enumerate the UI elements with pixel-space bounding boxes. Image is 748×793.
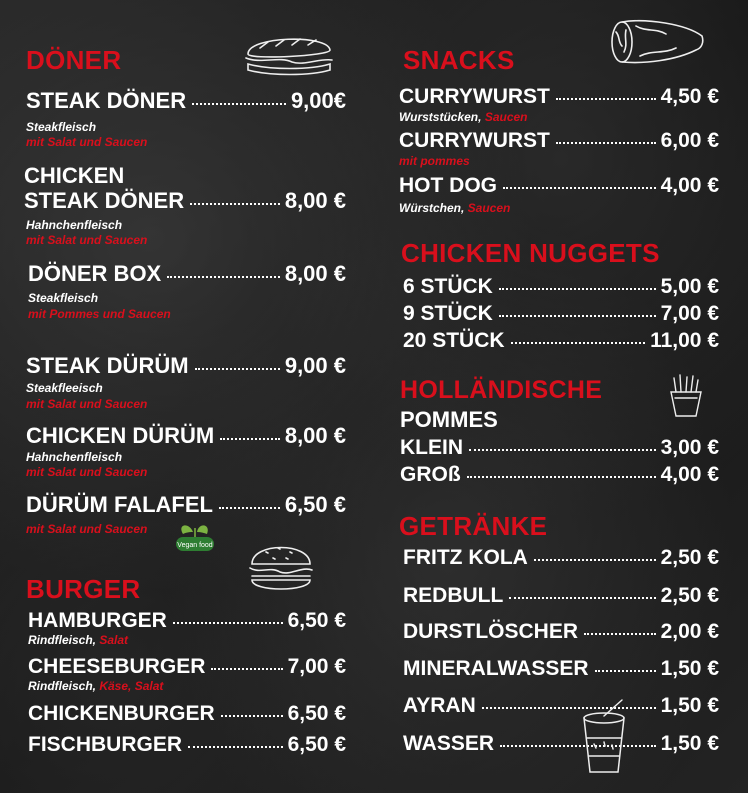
menu-item-hamburger: [28, 609, 346, 633]
item-name: HAMBURGER: [28, 609, 167, 632]
item-price: 4,00 €: [660, 174, 719, 197]
vegan-leaf-icon: [175, 522, 215, 554]
item-description-extra: mit Salat und Saucen: [26, 397, 148, 411]
item-description-extra: mit Salat und Saucen: [26, 465, 148, 479]
dot-leader: [503, 187, 656, 189]
dot-leader: [173, 622, 283, 624]
item-price: 5,00 €: [660, 275, 719, 298]
item-price: 4,00 €: [660, 463, 719, 486]
dot-leader: [195, 368, 280, 370]
item-price: 1,50 €: [660, 694, 719, 717]
item-description: Steakfleisch: [26, 120, 97, 134]
menu-item-steak-doener: [26, 88, 346, 114]
dot-leader: [499, 288, 656, 290]
item-name: FRITZ KOLA: [403, 546, 528, 569]
menu-item-currywurst-pommes: [399, 129, 719, 153]
item-name: STEAK DÖNER: [24, 188, 185, 213]
item-name: GROß: [400, 463, 461, 486]
section-title-doener: DÖNER: [26, 45, 122, 75]
item-price: 2,50 €: [660, 584, 719, 607]
dot-leader: [167, 276, 280, 278]
item-name: CURRYWURST: [399, 85, 550, 108]
menu-item-chicken-steak-doener: [24, 188, 346, 214]
menu-item-chicken-dueruem: [26, 423, 346, 449]
dot-leader: [469, 449, 656, 451]
section-title-pommes: HOLLÄNDISCHE: [400, 376, 603, 404]
menu-item-chickenburger: [28, 702, 346, 726]
dot-leader: [188, 746, 283, 748]
item-price: 9,00€: [290, 88, 346, 113]
menu-item-ayran: [403, 694, 719, 718]
item-price: 6,50 €: [284, 492, 346, 517]
item-price: 9,00 €: [284, 353, 346, 378]
item-price: 8,00 €: [284, 423, 346, 448]
dot-leader: [220, 438, 280, 440]
item-price: 6,50 €: [287, 733, 346, 756]
item-description: Würstchen, Saucen: [399, 201, 511, 215]
item-name: CHEESEBURGER: [28, 655, 206, 678]
item-price: 1,50 €: [660, 657, 719, 680]
dot-leader: [511, 342, 646, 344]
item-name: 9 STÜCK: [403, 302, 493, 325]
item-description: Steakfleeisch: [26, 381, 103, 395]
item-price: 7,00 €: [287, 655, 346, 678]
item-price: 4,50 €: [660, 85, 719, 108]
item-description: Hahnchenfleisch: [26, 450, 123, 464]
item-description-extra: mit pommes: [399, 154, 470, 168]
item-name: DÖNER BOX: [28, 261, 162, 286]
item-description-extra: mit Pommes und Saucen: [28, 307, 171, 321]
french-fries-icon: [666, 372, 706, 418]
menu-item-dueruem-falafel: [26, 492, 346, 518]
item-description: Steakfleisch: [28, 291, 99, 305]
doner-wrap-icon: [606, 16, 706, 70]
menu-item-nuggets-20: [403, 329, 719, 353]
item-name: HOT DOG: [399, 174, 497, 197]
dot-leader: [509, 597, 655, 599]
item-price: 7,00 €: [660, 302, 719, 325]
item-name: KLEIN: [400, 436, 463, 459]
item-description-extra: mit Salat und Saucen: [26, 135, 148, 149]
item-price: 11,00 €: [650, 329, 719, 352]
dot-leader: [211, 668, 282, 670]
item-name: MINERALWASSER: [403, 657, 589, 680]
item-description-extra: mit Salat und Saucen: [26, 233, 148, 247]
item-name: WASSER: [403, 732, 495, 755]
item-price: 2,00 €: [660, 620, 719, 643]
item-name: 20 STÜCK: [403, 329, 505, 352]
drink-cup-icon: [574, 698, 634, 778]
dot-leader: [584, 633, 656, 635]
item-name: REDBULL: [403, 584, 504, 607]
item-price: 2,50 €: [660, 546, 719, 569]
section-title-getraenke: GETRÄNKE: [399, 511, 548, 541]
item-price: 3,00 €: [660, 436, 719, 459]
item-name: FISCHBURGER: [28, 733, 183, 756]
section-title-snacks: SNACKS: [403, 45, 515, 75]
item-price: 1,50 €: [660, 732, 719, 755]
menu-item-nuggets-6: [403, 275, 719, 299]
item-name: STEAK DÜRÜM: [26, 353, 189, 378]
item-description-extra: mit Salat und Saucen: [26, 522, 148, 536]
menu-item-doener-box: [28, 261, 346, 287]
item-name: CHICKEN DÜRÜM: [26, 423, 215, 448]
menu-item-wasser: [403, 732, 719, 756]
dot-leader: [192, 103, 286, 105]
item-description: Wurststücken, Saucen: [399, 110, 528, 124]
menu-item-mineralwasser: [403, 657, 719, 681]
item-description: Hahnchenfleisch: [26, 218, 123, 232]
section-title-chicken-nuggets: CHICKEN NUGGETS: [401, 238, 660, 268]
item-price: 6,50 €: [287, 609, 346, 632]
menu-item-fritz-kola: [403, 546, 719, 570]
dot-leader: [190, 203, 280, 205]
item-description: Rindfleisch, Käse, Salat: [28, 679, 164, 693]
menu-item-pommes-gross: [400, 463, 719, 487]
item-name: STEAK DÖNER: [26, 88, 187, 113]
menu-item-cheeseburger: [28, 655, 346, 679]
section-subtitle-pommes: POMMES: [400, 407, 498, 432]
item-description: Rindfleisch, Salat: [28, 633, 129, 647]
menu-item-redbull: [403, 584, 719, 608]
menu-item-fischburger: [28, 733, 346, 757]
dot-leader: [221, 715, 283, 717]
item-price: 8,00 €: [284, 261, 346, 286]
item-price: 6,00 €: [660, 129, 719, 152]
dot-leader: [219, 507, 280, 509]
section-title-burger: BURGER: [26, 574, 141, 604]
menu-item-nuggets-9: [403, 302, 719, 326]
menu-item-durstloescher: [403, 620, 719, 644]
dot-leader: [467, 476, 656, 478]
item-name: AYRAN: [403, 694, 476, 717]
item-price: 8,00 €: [284, 188, 346, 213]
item-name: DURSTLÖSCHER: [403, 620, 579, 643]
menu-item-currywurst: [399, 85, 719, 109]
item-name: 6 STÜCK: [403, 275, 493, 298]
item-name: CHICKENBURGER: [28, 702, 215, 725]
menu-item-steak-dueruem: [26, 353, 346, 379]
item-price: 6,50 €: [287, 702, 346, 725]
vegan-badge-text: Vegan food: [177, 542, 213, 549]
dot-leader: [499, 315, 656, 317]
menu-item-hot-dog: [399, 174, 719, 198]
dot-leader: [595, 670, 656, 672]
menu-item-pommes-klein: [400, 436, 719, 460]
item-name-line1: CHICKEN: [24, 163, 125, 188]
sandwich-icon: [240, 28, 335, 80]
item-name: CURRYWURST: [399, 129, 550, 152]
item-name: DÜRÜM FALAFEL: [26, 492, 213, 517]
dot-leader: [556, 98, 656, 100]
burger-icon: [246, 538, 316, 596]
dot-leader: [534, 559, 656, 561]
dot-leader: [556, 142, 656, 144]
